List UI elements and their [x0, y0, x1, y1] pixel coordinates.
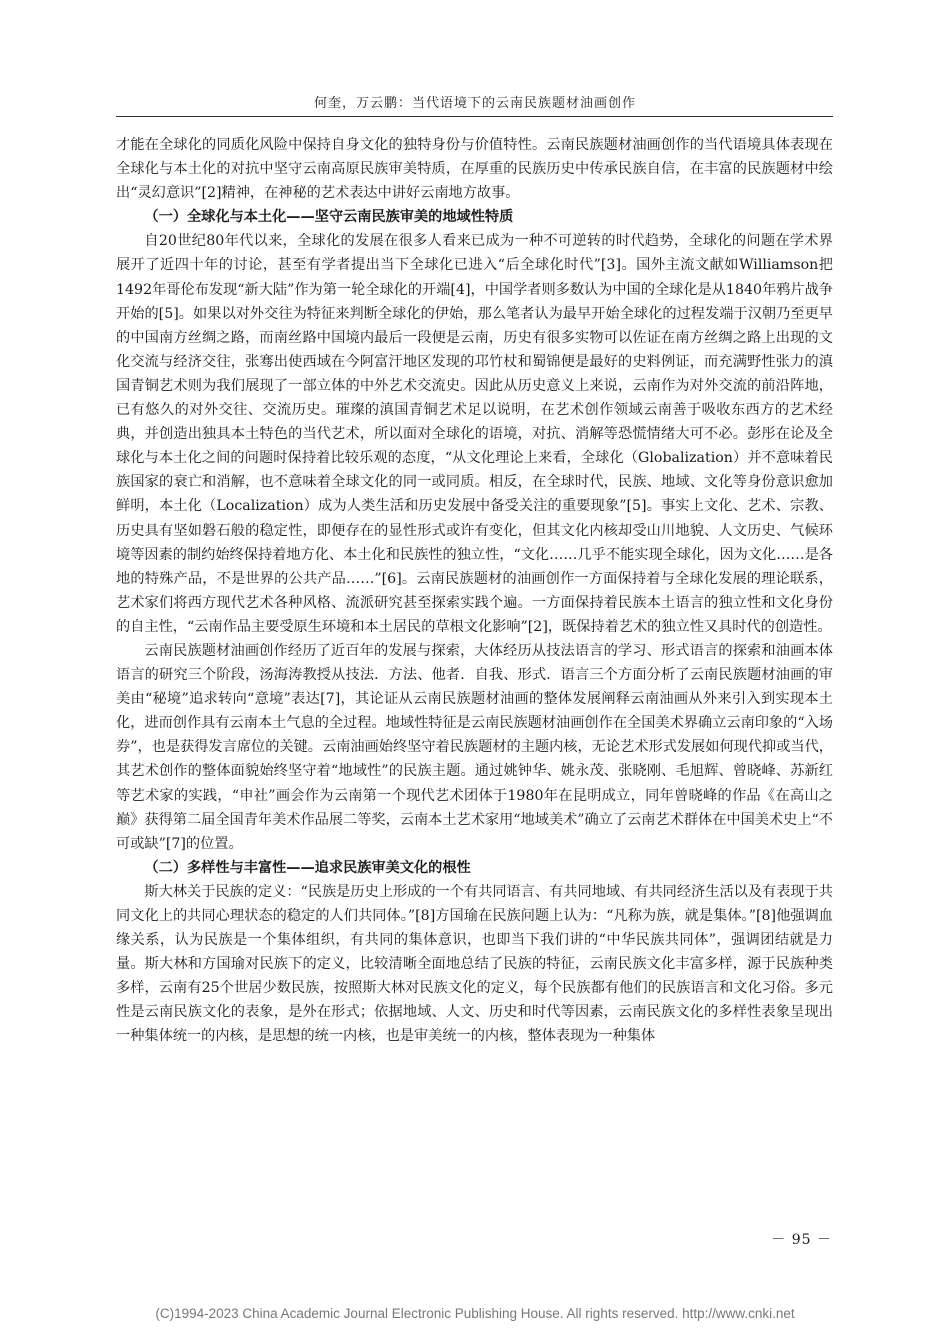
paragraph: 自20世纪80年代以来，全球化的发展在很多人看来已成为一种不可逆转的时代趋势，全球化的问题在学术界展开了近四十年的讨论，甚至有学者提出当下全球化已进入“后全球化时代”[3]。国外主流文献如Williamson把1492年哥伦布发现“新大陆”作为第一轮全球化的开端[4]，中国学者则多数认为中国的全球化是从1840年鸦片战争开始的[5]。如果以对外交往为特征来判断全球化的伊始，那么笔者认为最早开始全球化的过程发端于汉朝乃至更早的中国南方丝绸之路，而南丝路中国境内最后一段便是云南，历史有很多实物可以佐证在南方丝绸之路上出现的文化交流与经济交往，张骞出使西域在今阿富汗地区发现的邛竹杖和蜀锦便是最好的史料例证，而充满野性张力的滇国青铜艺术则为我们展现了一部立体的中外艺术交流史。因此从历史意义上来说，云南作为对外交流的前沿阵地，已有悠久的对外交往、交流历史。璀璨的滇国青铜艺术足以说明，在艺术创作领域云南善于吸收东西方的艺术经典，并创造出独具本土特色的当代艺术，所以面对全球化的语境，对抗、消解等恐慌情绪大可不必。彭彤在论及全球化与本土化之间的问题时保持着比较乐观的态度，“从文化理论上来看，全球化（Globalization）并不意味着民族国家的衰亡和消解，也不意味着全球文化的同一或同质。相反，在全球时代，民族、地域、文化等身份意识愈加鲜明，本土化（Localization）成为人类生活和历史发展中备受关注的重要现象”[5]。事实上文化、艺术、宗教、历史具有坚如磐石般的稳定性，即便存在的显性形式或许有变化，但其文化内核却受山川地貌、人文历史、气候环境等因素的制约始终保持着地方化、本土化和民族性的独立性，“文化……几乎不能实现全球化，因为文化……是各地的特殊产品，不是世界的公共产品……”[6]。云南民族题材的油画创作一方面保持着与全球化发展的理论联系，艺术家们将西方现代艺术各种风格、流派研究甚至探索实践个遍。一方面保持着民族本土语言的独立性和文化身份的自主性，“云南作品主要受原生环境和本土居民的草根文化影响”[2]，既保持着艺术的独立性又具时代的创造性。 — [116, 233, 833, 635]
paragraph: 斯大林关于民族的定义：“民族是历史上形成的一个有共同语言、有共同地域、有共同经济生活以及有表现于共同文化上的共同心理状态的稳定的人们共同体。”[8]方国瑜在民族问题上认为：“凡称为族，就是集体。”[8]他强调血缘关系，认为民族是一个集体组织，有共同的集体意识，也即当下我们讲的“中华民族共同体”，强调团结就是力量。斯大林和方国瑜对民族下的定义，比较清晰全面地总结了民族的特征，云南民族文化丰富多样，源于民族种类多样，云南有25个世居少数民族，按照斯大林对民族文化的定义，每个民族都有他们的民族语言和文化习俗。多元性是云南民族文化的表象，是外在形式；依据地域、人文、历史和时代等因素，云南民族文化的多样性表象呈现出一种集体统一的内核，是思想的统一内核，也是审美统一的内核，整体表现为一种集体 — [116, 883, 833, 1045]
paragraph: 云南民族题材油画创作经历了近百年的发展与探索，大体经历从技法语言的学习、形式语言的探索和油画本体语言的研究三个阶段，汤海涛教授从技法．方法、他者．自我、形式．语言三个方面分析了云南民族题材油画的审美由“秘境”追求转向“意境”表达[7]，其论证从云南民族题材油画的整体发展阐释云南油画从外来引入到实现本土化，进而创作具有云南本土气息的全过程。地域性特征是云南民族题材油画创作在全国美术界确立云南印象的“入场券”，也是获得发言席位的关键。云南油画始终坚守着民族题材的主题内核，无论艺术形式发展如何现代抑或当代，其艺术创作的整体面貌始终坚守着“地域性”的民族主题。通过姚钟华、姚永茂、张晓刚、毛旭辉、曾晓峰、苏新红等艺术家的实践，“申社”画会作为云南第一个现代艺术团体于1980年在昆明成立，同年曾晓峰的作品《在高山之巅》获得第二届全国青年美术作品展二等奖，云南本土艺术家用“地域美术”确立了云南艺术群体在中国美术史上“不可或缺”[7]的位置。 — [116, 642, 833, 852]
paragraph: 才能在全球化的同质化风险中保持自身文化的独特身份与价值特性。云南民族题材油画创作的当代语境具体表现在全球化与本土化的对抗中坚守云南高原民族审美特质，在厚重的民族历史中传承民族自信，在丰富的民族题材中绘出“灵幻意识”[2]精神，在神秘的艺术表达中讲好云南地方故事。 — [116, 137, 833, 202]
article-body — [116, 133, 833, 1049]
running-header: 何奎，万云鹏：当代语境下的云南民族题材油画创作 — [313, 96, 636, 111]
copyright-notice: (C)1994-2023 China Academic Journal Electronic Publishing House. All rights reserved. http://www.cnki.net — [155, 1306, 795, 1321]
page-number: － 95 － — [771, 1232, 832, 1248]
section-heading: （一）全球化与本土化——坚守云南民族审美的地域性特质 — [144, 209, 514, 226]
section-heading: （二）多样性与丰富性——追求民族审美文化的根性 — [144, 859, 471, 876]
header-rule — [116, 116, 833, 117]
